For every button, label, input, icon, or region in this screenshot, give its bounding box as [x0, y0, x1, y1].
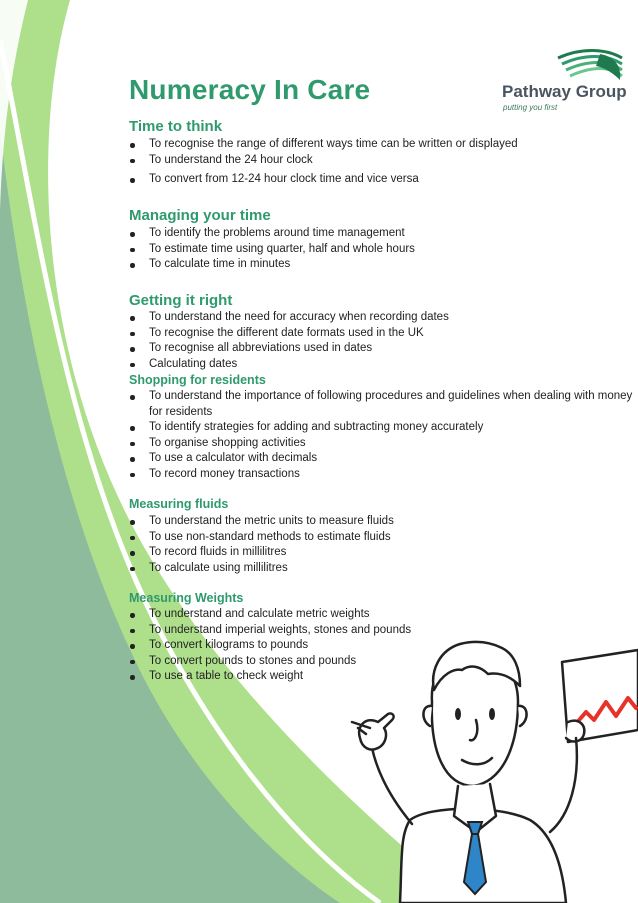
- list-item: To understand the 24 hour clock: [129, 153, 634, 169]
- list-item: To understand the need for accuracy when recording dates: [129, 310, 634, 326]
- list-item: To convert kilograms to pounds: [129, 638, 634, 654]
- list-item: To recognise all abbreviations used in dates: [129, 341, 634, 357]
- list-item: To recognise the different date formats used in the UK: [129, 326, 634, 342]
- list-item: To use a table to check weight: [129, 669, 634, 685]
- list-item: Calculating dates: [129, 357, 634, 373]
- list-item: To convert from 12-24 hour clock time and vice versa: [129, 172, 634, 188]
- page-title: Numeracy In Care: [129, 74, 371, 105]
- list-item: To calculate time in minutes: [129, 257, 634, 273]
- list-item: To organise shopping activities: [129, 436, 634, 452]
- list-item: To record money transactions: [129, 467, 634, 483]
- list-item: To understand and calculate metric weights: [129, 607, 634, 623]
- list-item: To understand the importance of following procedures and guidelines when dealing with money for residents: [129, 389, 634, 420]
- list-item: To record fluids in millilitres: [129, 545, 634, 561]
- section-heading-shopping-for-residents: Shopping for residents: [129, 373, 266, 387]
- section-list-time-to-think: [129, 137, 634, 188]
- section-heading-measuring-weights: Measuring Weights: [129, 591, 244, 605]
- pathway-group-logo: [500, 46, 625, 116]
- section-heading-measuring-fluids: Measuring fluids: [129, 497, 229, 511]
- list-item: To identify strategies for adding and subtracting money accurately: [129, 420, 634, 436]
- list-item: To understand imperial weights, stones and pounds: [129, 623, 634, 639]
- cartoon-man-presenting-chart: [330, 610, 638, 903]
- logo-name: Pathway Group: [502, 82, 627, 101]
- list-item: To identify the problems around time management: [129, 226, 634, 242]
- list-item: To understand the metric units to measure fluids: [129, 514, 634, 530]
- list-item: To estimate time using quarter, half and whole hours: [129, 242, 634, 258]
- section-list-measuring-fluids: [129, 514, 634, 576]
- section-heading-managing-your-time: Managing your time: [129, 207, 271, 224]
- section-heading-getting-it-right: Getting it right: [129, 292, 233, 309]
- section-list-managing-your-time: [129, 226, 634, 273]
- list-item: To recognise the range of different ways time can be written or displayed: [129, 137, 634, 153]
- list-item: To convert pounds to stones and pounds: [129, 654, 634, 670]
- logo-tagline: putting you first: [503, 103, 558, 112]
- list-item: To use a calculator with decimals: [129, 451, 634, 467]
- section-list-shopping-for-residents: [129, 389, 634, 483]
- section-heading-time-to-think: Time to think: [129, 118, 223, 135]
- logo-swoosh-icon: [500, 46, 625, 86]
- list-item: To use non-standard methods to estimate fluids: [129, 530, 634, 546]
- list-item: To calculate using millilitres: [129, 561, 634, 577]
- section-list-getting-it-right: [129, 310, 634, 372]
